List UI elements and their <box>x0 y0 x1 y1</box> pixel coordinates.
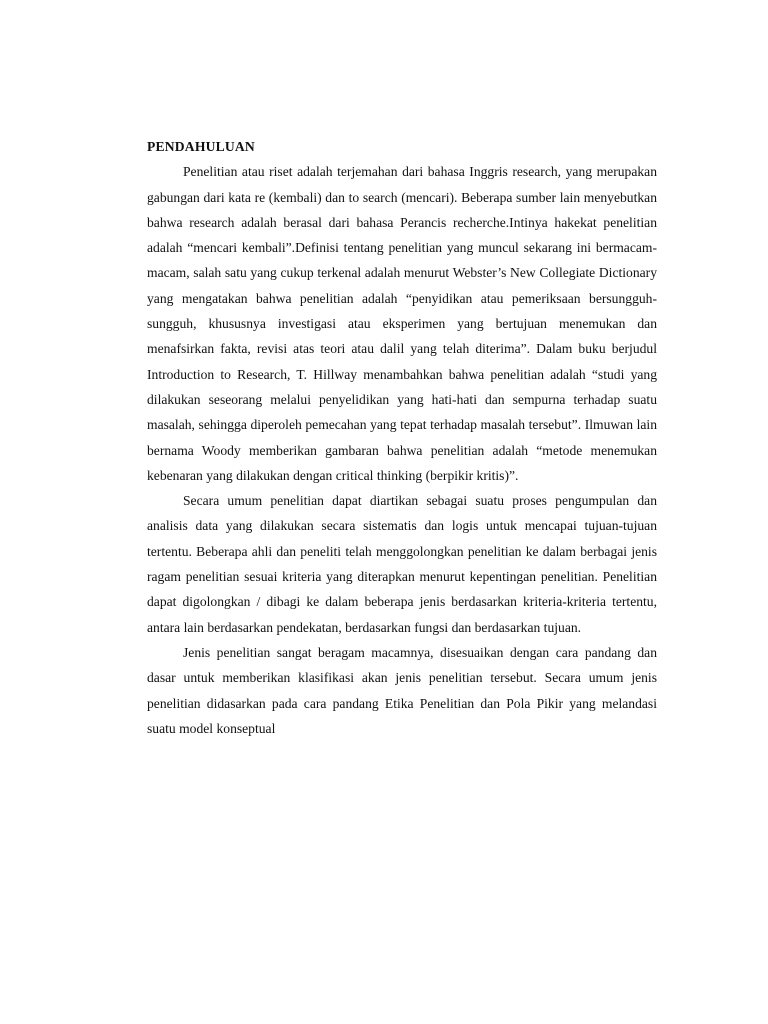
paragraph-1: Penelitian atau riset adalah terjemahan dari bahasa Inggris research, yang merupakan gabungan dari kata re (kembali) dan to search (mencari). Beberapa sumber lain menyebutkan bahwa research adalah berasal dari bahasa Perancis recherche.Intinya hakekat penelitian adalah “mencari kembali”.Definisi tentang penelitian yang muncul sekarang ini bermacam-macam, salah satu yang cukup terkenal adalah menurut Webster’s New Collegiate Dictionary yang mengatakan bahwa penelitian adalah “penyidikan atau pemeriksaan bersungguh-sungguh, khususnya investigasi atau eksperimen yang bertujuan menemukan dan menafsirkan fakta, revisi atas teori atau dalil yang telah diterima”. Dalam buku berjudul Introduction to Research, T. Hillway menambahkan bahwa penelitian adalah “studi yang dilakukan seseorang melalui penyelidikan yang hati-hati dan sempurna terhadap suatu masalah, sehingga diperoleh pemecahan yang tepat terhadap masalah tersebut”. Ilmuwan lain bernama Woody memberikan gambaran bahwa penelitian adalah “metode menemukan kebenaran yang dilakukan dengan critical thinking (berpikir kritis)”. <box>147 164 657 483</box>
paragraph-2: Secara umum penelitian dapat diartikan sebagai suatu proses pengumpulan dan analisis data yang dilakukan secara sistematis dan logis untuk mencapai tujuan-tujuan tertentu. Beberapa ahli dan peneliti telah menggolongkan penelitian ke dalam berbagai jenis ragam penelitian sesuai kriteria yang diterapkan menurut kepentingan penelitian. Penelitian dapat digolongkan / dibagi ke dalam beberapa jenis berdasarkan kriteria-kriteria tertentu, antara lain berdasarkan pendekatan, berdasarkan fungsi dan berdasarkan tujuan. <box>147 493 657 635</box>
document-body <box>147 134 657 741</box>
section-heading: PENDAHULUAN <box>147 139 255 154</box>
paragraph-3: Jenis penelitian sangat beragam macamnya, disesuaikan dengan cara pandang dan dasar untuk memberikan klasifikasi akan jenis penelitian tersebut. Secara umum jenis penelitian didasarkan pada cara pandang Etika Penelitian dan Pola Pikir yang melandasi suatu model konseptual <box>147 644 657 736</box>
